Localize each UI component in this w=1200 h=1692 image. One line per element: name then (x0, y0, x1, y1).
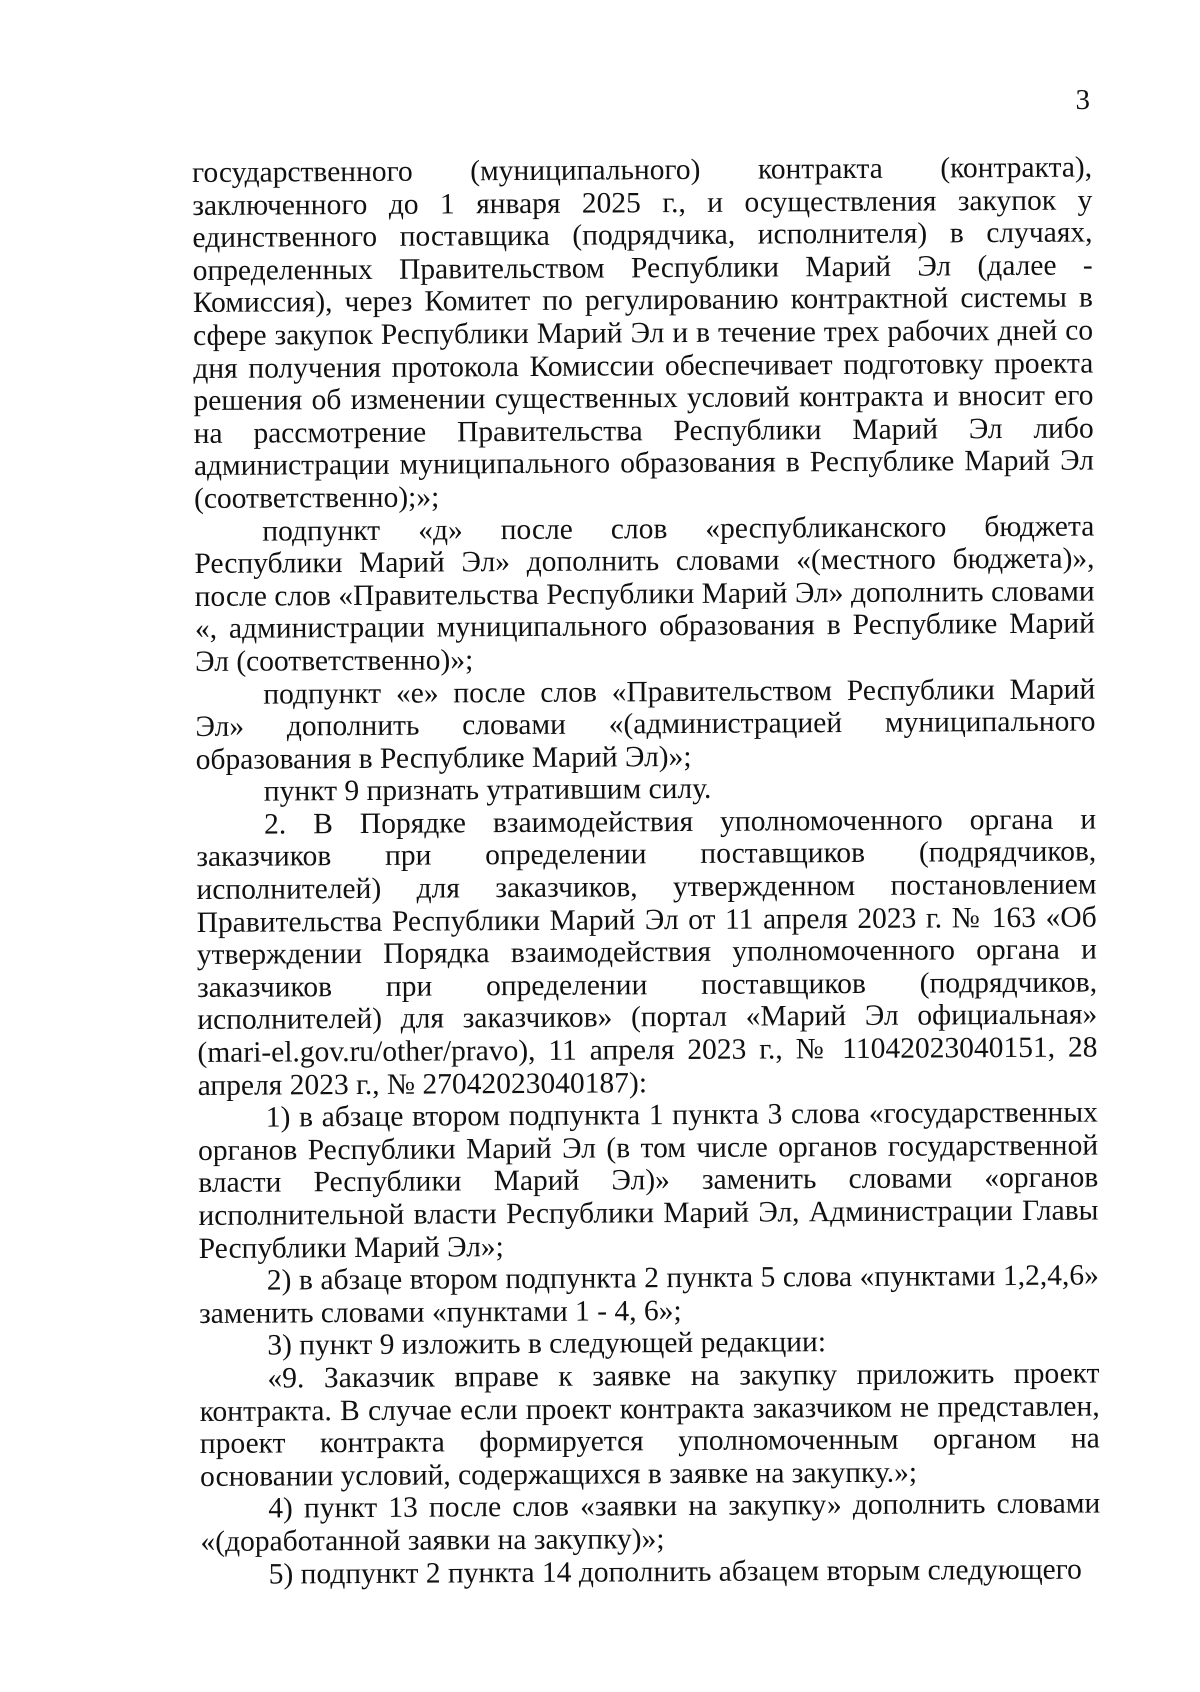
paragraph: подпункт «е» после слов «Правительством Республики Марий Эл» дополнить словами «(администрацией муниципального образования в Республике Марий Эл)»; (195, 672, 1096, 776)
paragraph: 4) пункт 13 после слов «заявки на закупку» дополнить словами «(доработанной заявки на закупку)»; (200, 1487, 1101, 1558)
paragraph: 5) подпункт 2 пункта 14 дополнить абзацем вторым следующего (268, 1553, 1082, 1591)
paragraph: «9. Заказчик вправе к заявке на закупку приложить проект контракта. В случае если проект контракта заказчиком не представлен, проект контракта формируется уполномоченным органом на основании условий, содержащихся в заявке на закупку.»; (199, 1357, 1100, 1493)
page-number: 3 (1075, 84, 1090, 116)
paragraph: 2) в абзаце втором подпункта 2 пункта 5 слова «пунктами 1,2,4,6» заменить словами «пунктами 1 - 4, 6»; (198, 1259, 1099, 1330)
paragraph: 3) пункт 9 изложить в следующей редакции: (267, 1326, 827, 1362)
paragraph: государственного (муниципального) контракта (контракта), заключенного до 1 января 2025 г., и осуществления закупок у единственного поставщика (подрядчика, исполнителя) в случаях, определенных Правительством Республики Марий Эл (далее - Комиссия), через Комитет по регулированию контрактной системы в сфере закупок Республики Марий Эл и в течение трех рабочих дней со дня получения протокола Комиссии обеспечивает подготовку проекта решения об изменении существенных условий контракта и вносит его на рассмотрение Правительства Республики Марий Эл либо администрации муниципального образования в Республике Марий Эл (соответственно);»; (192, 151, 1094, 515)
paragraph: 1) в абзаце втором подпункта 1 пункта 3 слова «государственных органов Республики Марий Эл (в том числе органов государственной власти Республики Марий Эл)» заменить словами «органов исполнительной власти Республики Марий Эл, Администрации Главы Республики Марий Эл»; (197, 1096, 1099, 1265)
document-body (192, 152, 1101, 1592)
paragraph: подпункт «д» после слов «республиканского бюджета Республики Марий Эл» дополнить словами «(местного бюджета)», после слов «Правительства Республики Марий Эл» дополнить словами «, администрации муниципального образования в Республике Марий Эл (соответственно)»; (194, 510, 1095, 678)
paragraph: пункт 9 признать утратившим силу. (263, 773, 712, 808)
paragraph: 2. В Порядке взаимодействия уполномоченного органа и заказчиков при определении поставщиков (подрядчиков, исполнителей) для заказчиков, утвержденном постановлением Правительства Республики Марий Эл от 11 апреля 2023 г. № 163 «Об утверждении Порядка взаимодействия уполномоченного органа и заказчиков при определении поставщиков (подрядчиков, исполнителей) для заказчиков» (портал «Марий Эл официальная» (mari-el.gov.ru/other/pravo), 11 апреля 2023 г., № 11042023040151, 28 апреля 2023 г., № 27042023040187): (196, 803, 1098, 1102)
